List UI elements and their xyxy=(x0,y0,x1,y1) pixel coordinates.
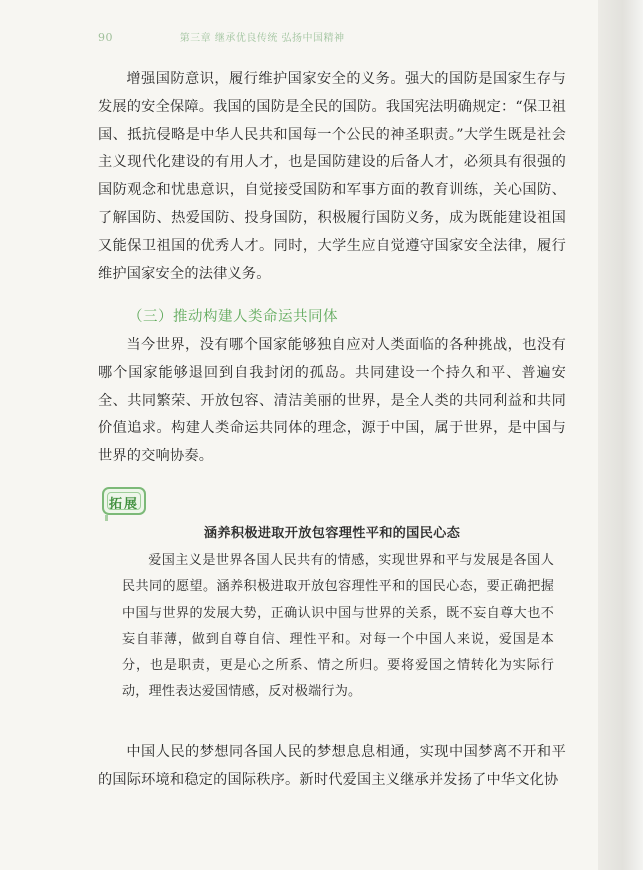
extension-tag xyxy=(102,487,146,515)
paragraph-national-defense xyxy=(98,66,566,288)
paragraph-chinese-dream xyxy=(98,739,566,795)
section-heading: （三）推动构建人类命运共同体 xyxy=(128,309,338,325)
paragraph-text: 增强国防意识，履行维护国家安全的义务。强大的国防是国家生存与发展的安全保障。我国的国防是全民的国防。我国宪法明确规定：“保卫祖国、抵抗侵略是中华人民共和国每一个公民的神圣职责。”大学生既是社会主义现代化建设的有用人才，也是国防建设的后备人才，必须具有很强的国防观念和忧患意识，自觉接受国防和军事方面的教育训练，关心国防、了解国防、热爱国防、投身国防，积极履行国防义务，成为既能建设祖国又能保卫祖国的优秀人才。同时，大学生应自觉遵守国家安全法律，履行维护国家安全的法律义务。 xyxy=(98,71,566,282)
extension-body xyxy=(122,548,554,706)
running-header xyxy=(98,29,345,44)
paragraph-text: 当今世界，没有哪个国家能够独自应对人类面临的各种挑战，也没有哪个国家能够退回到自我封闭的孤岛。共同建设一个持久和平、普遍安全、共同繁荣、开放包容、清洁美丽的世界，是全人类的共同利益和共同价值追求。构建人类命运共同体的理念，源于中国，属于世界，是中国与世界的交响协奏。 xyxy=(98,337,566,465)
extension-tag-stem xyxy=(105,515,108,521)
paragraph-text: 中国人民的梦想同各国人民的梦想息息相通，实现中国梦离不开和平的国际环境和稳定的国际秩序。新时代爱国主义继承并发扬了中华文化协 xyxy=(98,744,566,788)
chapter-title: 第三章 继承优良传统 弘扬中国精神 xyxy=(179,33,345,44)
extension-title: 涵养积极进取开放包容理性平和的国民心态 xyxy=(203,526,461,541)
extension-tag-label: 拓展 xyxy=(108,497,139,512)
page-number: 90 xyxy=(98,31,113,44)
paragraph-community-of-shared-future xyxy=(98,332,566,471)
extension-text: 爱国主义是世界各国人民共有的情感，实现世界和平与发展是各国人民共同的愿望。涵养积极进取开放包容理性平和的国民心态，要正确把握中国与世界的发展大势，正确认识中国与世界的关系，既不妄自尊大也不妄自菲薄，做到自尊自信、理性平和。对每一个中国人来说，爱国是本分，也是职责，更是心之所系、情之所归。要将爱国之情转化为实际行动，理性表达爱国情感，反对极端行为。 xyxy=(122,553,554,700)
book-spine-shadow xyxy=(598,0,643,870)
